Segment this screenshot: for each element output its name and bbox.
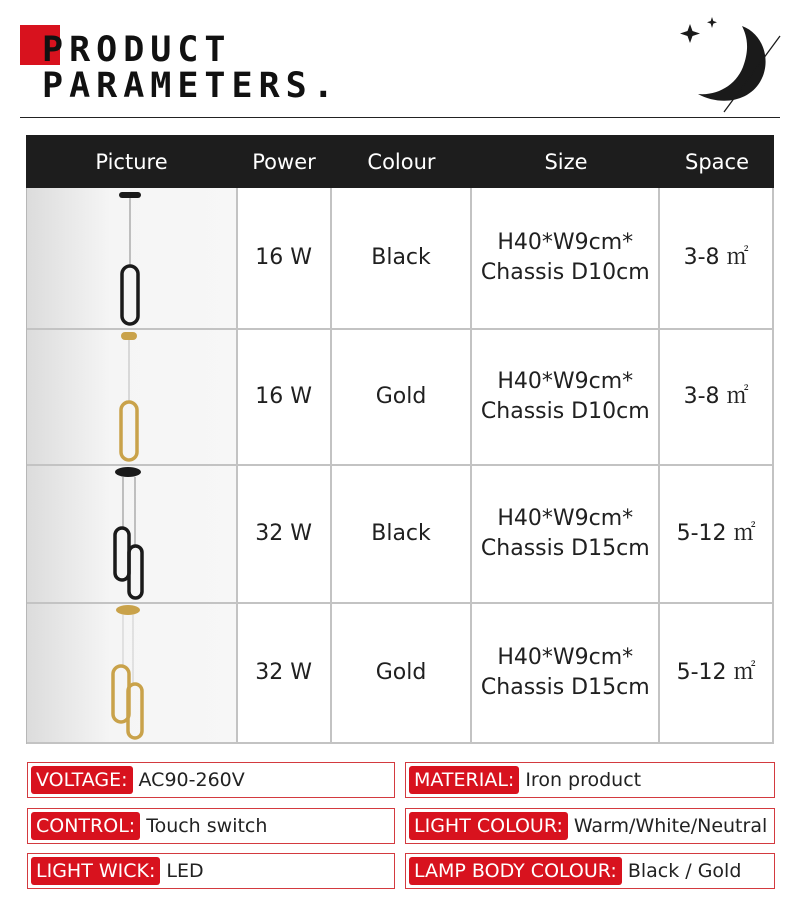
space-value: 5-12 ㎡ xyxy=(660,604,774,744)
power-value: 32 W xyxy=(238,604,332,744)
spec-label: LIGHT COLOUR: xyxy=(409,812,568,840)
colour-value: Black xyxy=(332,188,473,330)
product-image-single-black xyxy=(27,188,238,330)
power-value: 16 W xyxy=(238,188,332,330)
product-image-single-gold xyxy=(27,330,238,466)
table-header-row xyxy=(26,135,774,188)
page-header xyxy=(0,0,800,120)
spec-voltage xyxy=(27,762,395,798)
colour-value: Gold xyxy=(332,604,473,744)
spec-control xyxy=(27,808,395,844)
table-row xyxy=(26,188,774,330)
crescent-moon-with-stars-icon xyxy=(672,14,787,114)
product-image-double-gold xyxy=(27,604,238,744)
size-dimensions: H40*W9cm* xyxy=(497,369,634,394)
spec-label: LAMP BODY COLOUR: xyxy=(409,857,622,885)
column-header-colour: Colour xyxy=(367,149,436,174)
size-value xyxy=(472,330,660,466)
spec-label: CONTROL: xyxy=(31,812,140,840)
size-chassis: Chassis D15cm xyxy=(480,675,650,700)
spec-light-wick xyxy=(27,853,395,889)
colour-value: Black xyxy=(332,466,473,604)
table-row xyxy=(26,466,774,604)
colour-value: Gold xyxy=(332,330,473,466)
spec-lamp-body-colour xyxy=(405,853,775,889)
size-chassis: Chassis D10cm xyxy=(480,399,650,424)
header-divider xyxy=(20,117,780,118)
size-chassis: Chassis D15cm xyxy=(480,536,650,561)
spec-light-colour xyxy=(405,808,775,844)
table-row xyxy=(26,330,774,466)
power-value: 32 W xyxy=(238,466,332,604)
size-dimensions: H40*W9cm* xyxy=(497,230,634,255)
spec-value: Iron product xyxy=(525,769,642,791)
column-header-size: Size xyxy=(544,149,588,174)
spec-label: LIGHT WICK: xyxy=(31,857,160,885)
size-value xyxy=(472,188,660,330)
spec-value: AC90-260V xyxy=(138,769,245,791)
size-value xyxy=(472,604,660,744)
column-header-power: Power xyxy=(252,149,316,174)
space-value: 5-12 ㎡ xyxy=(660,466,774,604)
column-header-space: Space xyxy=(685,149,749,174)
spec-label: VOLTAGE: xyxy=(31,766,133,794)
size-dimensions: H40*W9cm* xyxy=(497,645,634,670)
size-dimensions: H40*W9cm* xyxy=(497,506,634,531)
title-line-2: PARAMETERS. xyxy=(42,66,340,106)
size-chassis: Chassis D10cm xyxy=(480,260,650,285)
power-value: 16 W xyxy=(238,330,332,466)
space-value: 3-8 ㎡ xyxy=(660,188,774,330)
spec-value: Warm/White/Neutral xyxy=(573,815,768,837)
column-header-picture: Picture xyxy=(95,149,168,174)
title-line-1: PRODUCT xyxy=(42,30,232,70)
product-parameters-table xyxy=(26,135,774,744)
size-value xyxy=(472,466,660,604)
product-image-double-black xyxy=(27,466,238,604)
spec-value: LED xyxy=(166,860,204,882)
space-value: 3-8 ㎡ xyxy=(660,330,774,466)
table-row xyxy=(26,604,774,744)
spec-material xyxy=(405,762,775,798)
spec-label: MATERIAL: xyxy=(409,766,519,794)
spec-value: Touch switch xyxy=(146,815,268,837)
spec-value: Black / Gold xyxy=(627,860,742,882)
